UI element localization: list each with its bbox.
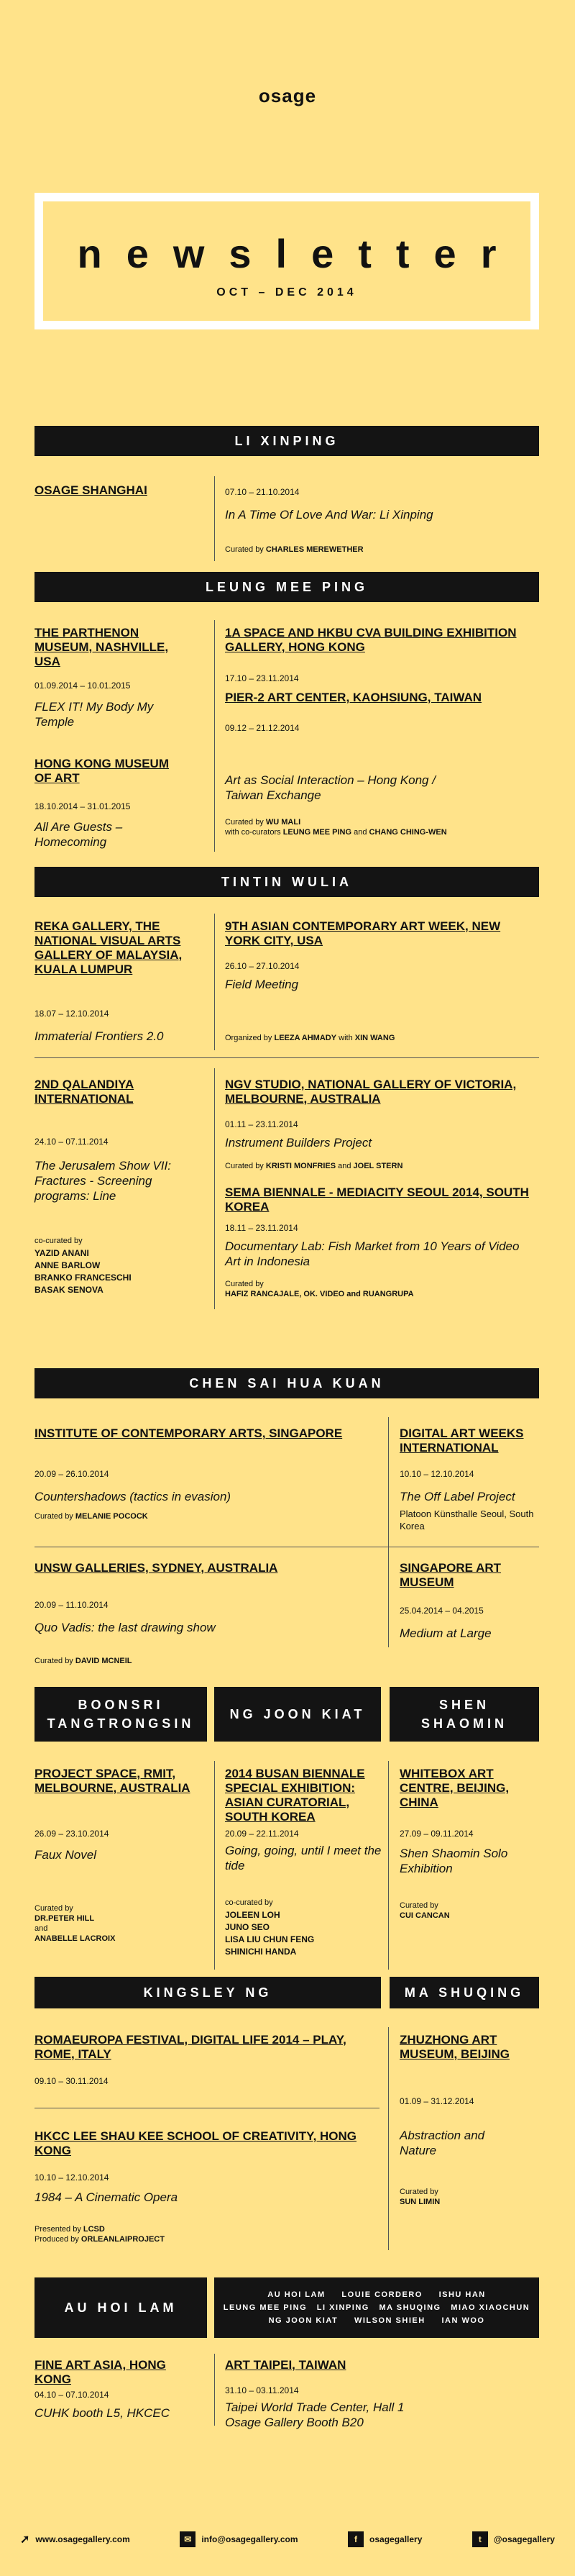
column-divider (214, 914, 215, 1050)
exhibition-date: 27.09 – 09.11.2014 (400, 1829, 474, 1839)
exhibition-date: 20.09 – 22.11.2014 (225, 1829, 299, 1839)
venue-pier-2[interactable]: PIER-2 ART CENTER, KAOHSIUNG, TAIWAN (225, 691, 482, 704)
co-curator-list: JOLEEN LOH JUNO SEO LISA LIU CHUN FENG SHINICHI HANDA (225, 1910, 315, 1957)
brand-logo: osage (258, 85, 317, 106)
exhibition-title: Art as Social Interaction – Hong Kong / Taiwan Exchange (225, 773, 436, 802)
venue-hkcc-lee-shau-kee[interactable]: HKCC LEE SHAU KEE SCHOOL OF CREATIVITY, HONG KONG (34, 2129, 357, 2157)
column-divider (214, 1068, 215, 1309)
exhibition-title: 1984 – A Cinematic Opera (34, 2190, 178, 2204)
exhibition-date: 20.09 – 11.10.2014 (34, 1600, 109, 1610)
column-divider (214, 2354, 215, 2426)
venue-fine-art-asia[interactable]: FINE ART ASIA, HONG KONG (34, 2358, 166, 2386)
exhibition-date: 01.09 – 31.12.2014 (400, 2096, 474, 2106)
exhibition-date: 10.10 – 12.10.2014 (34, 2172, 109, 2183)
venue-zhuzhong-art-museum[interactable]: ZHUZHONG ART MUSEUM, BEIJING (400, 2033, 510, 2061)
exhibition-title: Documentary Lab: Fish Market from 10 Years of Video Art in Indonesia (225, 1239, 520, 1268)
facebook-icon: f (348, 2531, 364, 2547)
exhibition-title: Shen Shaomin Solo Exhibition (400, 1847, 508, 1875)
exhibition-date: 07.10 – 21.10.2014 (225, 487, 300, 497)
newsletter-title: newsletter (77, 231, 521, 276)
venue-project-space-rmit[interactable]: PROJECT SPACE, RMIT, MELBOURNE, AUSTRALIA (34, 1767, 190, 1795)
venue-ngv-studio[interactable]: NGV STUDIO, NATIONAL GALLERY OF VICTORIA, MELBOURNE, AUSTRALIA (225, 1078, 517, 1106)
curator-credit: Curated by CHARLES MEREWETHER (225, 545, 364, 554)
section-header-boonsri-tangtrongsin: BOONSRI TANGTRONGSIN (34, 1687, 207, 1742)
footer-website-link[interactable]: ➚ www.osagegallery.com (20, 2534, 130, 2546)
exhibition-title: Quo Vadis: the last drawing show (34, 1621, 216, 1634)
venue-note: Platoon Künsthalle Seoul, South Korea (400, 1508, 534, 1532)
co-curated-label: co-curated by (225, 1898, 273, 1907)
section-header-ma-shuqing: MA SHUQING (390, 1977, 539, 2008)
exhibition-title: Immaterial Frontiers 2.0 (34, 1029, 164, 1043)
exhibition-title: All Are Guests – Homecoming (34, 820, 123, 849)
section-header-chen-sai-hua-kuan: CHEN SAI HUA KUAN (34, 1368, 539, 1398)
exhibition-date: 01.09.2014 – 10.01.2015 (34, 681, 131, 691)
column-divider (214, 1761, 215, 1970)
twitter-icon: t (472, 2531, 488, 2547)
exhibition-title: CUHK booth L5, HKCEC (34, 2406, 170, 2420)
column-divider (388, 1761, 389, 1970)
artists-line: NG JOON KIAT WILSON SHIEH IAN WOO (268, 2316, 485, 2325)
artists-line: AU HOI LAM LOUIE CORDERO ISHU HAN (267, 2290, 486, 2299)
exhibition-date: 25.04.2014 – 04.2015 (400, 1606, 484, 1616)
venue-unsw-galleries[interactable]: UNSW GALLERIES, SYDNEY, AUSTRALIA (34, 1561, 278, 1575)
row-divider (34, 1057, 539, 1058)
column-divider (214, 620, 215, 852)
cursor-icon: ➚ (20, 2534, 30, 2546)
venue-hong-kong-museum-of-art[interactable]: HONG KONG MUSEUM OF ART (34, 757, 169, 785)
venue-reka-gallery[interactable]: REKA GALLERY, THE NATIONAL VISUAL ARTS GALLERY OF MALAYSIA, KUALA LUMPUR (34, 919, 183, 976)
exhibition-date: 26.10 – 27.10.2014 (225, 961, 300, 971)
venue-parthenon[interactable]: THE PARTHENON MUSEUM, NASHVILLE, USA (34, 626, 169, 668)
curator-credit: Curated by MELANIE POCOCK (34, 1512, 148, 1521)
exhibition-date: 24.10 – 07.11.2014 (34, 1137, 109, 1147)
co-curator-list: YAZID ANANI ANNE BARLOW BRANKO FRANCESCHI BASAK SENOVA (34, 1248, 132, 1295)
exhibition-date: 20.09 – 26.10.2014 (34, 1469, 109, 1479)
exhibition-date: 01.11 – 23.11.2014 (225, 1119, 298, 1129)
organizer-credit: Organized by LEEZA AHMADY with XIN WANG (225, 1034, 395, 1042)
exhibition-title: In A Time Of Love And War: Li Xinping (225, 508, 433, 522)
email-icon: ✉ (180, 2531, 196, 2547)
venue-whitebox-art-centre[interactable]: WHITEBOX ART CENTRE, BEIJING, CHINA (400, 1767, 510, 1809)
section-header-tintin-wulia: TINTIN WULIA (34, 867, 539, 897)
exhibition-date: 17.10 – 23.11.2014 (225, 673, 299, 683)
venue-sema-biennale[interactable]: SEMA BIENNALE - MEDIACITY SEOUL 2014, SOUTH KOREA (225, 1185, 529, 1214)
exhibition-date: 18.11 – 23.11.2014 (225, 1223, 298, 1233)
section-header-au-hoi-lam: AU HOI LAM (34, 2277, 207, 2338)
venue-singapore-art-museum[interactable]: SINGAPORE ART MUSEUM (400, 1561, 502, 1589)
artists-line: LEUNG MEE PING LI XINPING MA SHUQING MIAO XIAOCHUN (223, 2303, 530, 2312)
footer-facebook-link[interactable]: f osagegallery (348, 2531, 422, 2547)
exhibition-title: Taipei World Trade Center, Hall 1 Osage Gallery Booth B20 (225, 2400, 405, 2429)
section-header-shen-shaomin: SHEN SHAOMIN (390, 1687, 539, 1742)
curator-credit: Curated by HAFIZ RANCAJALE, OK. VIDEO and RUANGRUPA (225, 1280, 414, 1298)
column-divider (388, 2027, 389, 2250)
newsletter-date-range: OCT – DEC 2014 (216, 286, 357, 299)
venue-art-taipei[interactable]: ART TAIPEI, TAIWAN (225, 2358, 346, 2372)
exhibition-date: 04.10 – 07.10.2014 (34, 2390, 109, 2400)
exhibition-title: Instrument Builders Project (225, 1136, 372, 1150)
section-header-leung-mee-ping: LEUNG MEE PING (34, 572, 539, 602)
artists-roster (214, 2277, 539, 2338)
exhibition-date: 31.10 – 03.11.2014 (225, 2385, 299, 2395)
footer-twitter-link[interactable]: t @osagegallery (472, 2531, 555, 2547)
exhibition-title: Faux Novel (34, 1848, 96, 1862)
exhibition-date: 26.09 – 23.10.2014 (34, 1829, 109, 1839)
venue-osage-shanghai[interactable]: OSAGE SHANGHAI (34, 483, 147, 497)
footer-email-link[interactable]: ✉ info@osagegallery.com (180, 2531, 298, 2547)
curator-credit: Curated by SUN LIMIN (400, 2188, 441, 2206)
co-curated-label: co-curated by (34, 1237, 83, 1245)
exhibition-date: 09.10 – 30.11.2014 (34, 2076, 109, 2086)
column-divider (214, 476, 215, 561)
curator-credit: Curated by KRISTI MONFRIES and JOEL STERN (225, 1162, 403, 1170)
venue-busan-biennale[interactable]: 2014 BUSAN BIENNALE SPECIAL EXHIBITION: ASIAN CURATORIAL, SOUTH KOREA (225, 1767, 365, 1824)
section-header-ng-joon-kiat: NG JOON KIAT (214, 1687, 381, 1742)
exhibition-title: Field Meeting (225, 978, 299, 991)
exhibition-date: 10.10 – 12.10.2014 (400, 1469, 474, 1479)
footer (20, 2531, 555, 2548)
exhibition-date: 18.10.2014 – 31.01.2015 (34, 801, 131, 811)
exhibition-title: The Jerusalem Show VII: Fractures - Screening programs: Line (34, 1159, 171, 1203)
section-header-li-xinping: LI XINPING (34, 426, 539, 456)
curator-credit: Curated by CUI CANCAN (400, 1901, 450, 1920)
venue-digital-art-weeks[interactable]: DIGITAL ART WEEKS INTERNATIONAL (400, 1426, 524, 1455)
venue-ica-singapore[interactable]: INSTITUTE OF CONTEMPORARY ARTS, SINGAPORE (34, 1426, 343, 1440)
exhibition-date: 09.12 – 21.12.2014 (225, 723, 300, 733)
curator-credit: Curated by WU MALI with co-curators LEUNG MEE PING and CHANG CHING-WEN (225, 818, 447, 837)
newsletter-banner (34, 193, 539, 329)
venue-romaeuropa-festival[interactable]: ROMAEUROPA FESTIVAL, DIGITAL LIFE 2014 – PLAY, ROME, ITALY (34, 2033, 346, 2061)
venue-qalandiya[interactable]: 2ND QALANDIYA INTERNATIONAL (34, 1078, 134, 1106)
curator-credit: Curated by DR.PETER HILL and ANABELLE LACROIX (34, 1904, 116, 1943)
curator-credit: Curated by DAVID MCNEIL (34, 1657, 132, 1665)
exhibition-title: Going, going, until I meet the tide (225, 1844, 382, 1872)
exhibition-title: Abstraction and Nature (400, 2129, 485, 2157)
exhibition-title: FLEX IT! My Body My Temple (34, 700, 154, 729)
exhibition-date: 18.07 – 12.10.2014 (34, 1009, 109, 1019)
presenter-credit: Presented by LCSD Produced by ORLEANLAIPROJECT (34, 2225, 165, 2244)
exhibition-title: Medium at Large (400, 1626, 492, 1640)
exhibition-title: The Off Label Project (400, 1490, 515, 1503)
venue-1a-space[interactable]: 1A SPACE AND HKBU CVA BUILDING EXHIBITION GALLERY, HONG KONG (225, 626, 517, 654)
column-divider (388, 1417, 389, 1647)
venue-asian-contemporary-art-week[interactable]: 9TH ASIAN CONTEMPORARY ART WEEK, NEW YORK CITY, USA (225, 919, 501, 947)
exhibition-title: Countershadows (tactics in evasion) (34, 1490, 231, 1503)
section-header-kingsley-ng: KINGSLEY NG (34, 1977, 381, 2008)
